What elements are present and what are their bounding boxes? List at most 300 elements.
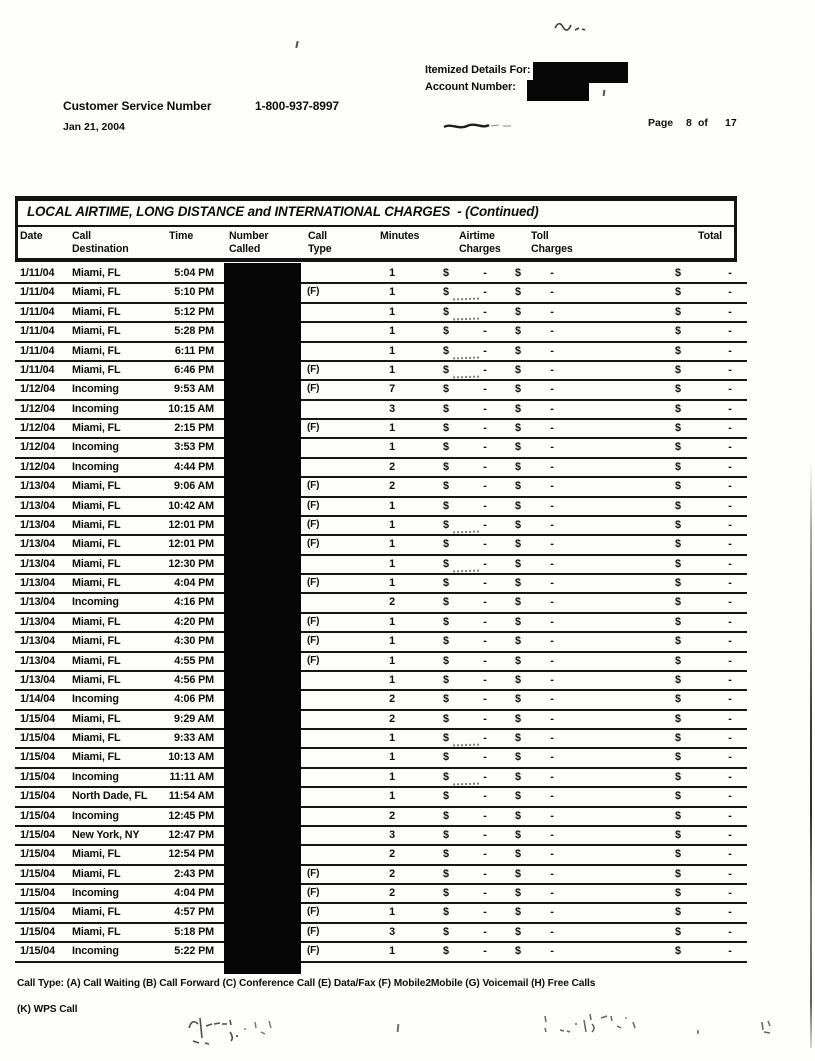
call-type-legend: Call Type: (A) Call Waiting (B) Call Forward (C) Conference Call (E) Data/Fax (F) Mobile2Mobile (G) Voicemail (H) Free Calls bbox=[17, 978, 596, 989]
scan-smudge bbox=[453, 293, 479, 301]
airtime-currency: $ bbox=[443, 305, 449, 318]
row-minutes: 1 bbox=[389, 305, 395, 318]
row-destination: Miami, FL bbox=[72, 325, 121, 338]
row-call-type: (F) bbox=[307, 363, 320, 375]
total-currency: $ bbox=[675, 809, 681, 822]
toll-amount: - bbox=[550, 383, 554, 396]
toll-amount: - bbox=[550, 828, 554, 841]
row-time: 9:06 AM bbox=[174, 480, 214, 493]
total-amount: - bbox=[728, 848, 732, 861]
scan-artifact-tick bbox=[295, 41, 298, 48]
toll-currency: $ bbox=[515, 828, 521, 841]
toll-amount: - bbox=[550, 286, 554, 299]
page-current: 8 bbox=[686, 117, 692, 129]
airtime-amount: - bbox=[483, 596, 487, 609]
table-row bbox=[15, 594, 747, 613]
airtime-currency: $ bbox=[443, 518, 449, 531]
scan-smudge bbox=[453, 351, 479, 359]
total-currency: $ bbox=[675, 848, 681, 861]
toll-currency: $ bbox=[515, 305, 521, 318]
total-currency: $ bbox=[675, 867, 681, 880]
airtime-currency: $ bbox=[443, 615, 449, 628]
customer-service-label: Customer Service Number bbox=[63, 99, 212, 113]
airtime-amount: - bbox=[483, 867, 487, 880]
airtime-amount: - bbox=[483, 712, 487, 725]
total-amount: - bbox=[728, 751, 732, 764]
total-amount: - bbox=[728, 422, 732, 434]
airtime-amount: - bbox=[483, 751, 487, 764]
total-amount: - bbox=[728, 383, 732, 396]
row-call-type: (F) bbox=[307, 925, 320, 937]
page-of-label: of bbox=[698, 117, 708, 129]
total-currency: $ bbox=[675, 383, 681, 396]
airtime-amount: - bbox=[483, 267, 487, 279]
row-date: 1/11/04 bbox=[20, 363, 55, 376]
row-minutes: 1 bbox=[389, 635, 395, 648]
table-row bbox=[15, 556, 747, 575]
table-row bbox=[15, 846, 747, 865]
table-row bbox=[15, 304, 747, 323]
total-currency: $ bbox=[675, 577, 681, 589]
total-currency: $ bbox=[675, 538, 681, 551]
airtime-amount: - bbox=[483, 654, 487, 667]
airtime-currency: $ bbox=[443, 635, 449, 648]
row-minutes: 1 bbox=[389, 790, 395, 803]
column-headers bbox=[18, 227, 734, 260]
airtime-amount: - bbox=[483, 557, 487, 570]
airtime-amount: - bbox=[483, 848, 487, 861]
row-destination: Miami, FL bbox=[72, 267, 121, 279]
total-currency: $ bbox=[675, 363, 681, 376]
row-destination: Incoming bbox=[72, 383, 119, 396]
row-call-type: (F) bbox=[307, 480, 320, 492]
row-minutes: 2 bbox=[389, 596, 395, 609]
airtime-amount: - bbox=[483, 828, 487, 841]
col-header-call-destination: Call Destination bbox=[72, 230, 129, 255]
toll-amount: - bbox=[550, 480, 554, 493]
row-destination: Miami, FL bbox=[72, 499, 121, 512]
col-header-toll-charges: Toll Charges bbox=[531, 230, 573, 255]
row-destination: Incoming bbox=[72, 460, 119, 473]
total-currency: $ bbox=[675, 557, 681, 570]
row-call-type: (F) bbox=[307, 945, 320, 957]
row-date: 1/15/04 bbox=[20, 790, 55, 803]
table-row bbox=[15, 904, 747, 923]
row-time: 4:04 PM bbox=[174, 577, 214, 589]
row-time: 4:55 PM bbox=[174, 654, 214, 667]
total-currency: $ bbox=[675, 906, 681, 919]
toll-amount: - bbox=[550, 770, 554, 783]
table-row bbox=[15, 866, 747, 885]
row-date: 1/15/04 bbox=[20, 867, 55, 880]
row-time: 10:13 AM bbox=[168, 751, 214, 764]
airtime-currency: $ bbox=[443, 460, 449, 473]
row-destination: Miami, FL bbox=[72, 925, 121, 938]
wps-call-note: (K) WPS Call bbox=[17, 1004, 78, 1015]
airtime-amount: - bbox=[483, 906, 487, 919]
row-destination: Miami, FL bbox=[72, 480, 121, 493]
airtime-amount: - bbox=[483, 732, 487, 744]
row-time: 12:01 PM bbox=[168, 538, 214, 551]
scan-artifact-squiggle bbox=[553, 19, 587, 33]
airtime-amount: - bbox=[483, 577, 487, 589]
row-minutes: 1 bbox=[389, 422, 395, 434]
toll-amount: - bbox=[550, 906, 554, 919]
page-label: Page bbox=[648, 117, 674, 129]
toll-currency: $ bbox=[515, 480, 521, 493]
row-time: 4:56 PM bbox=[174, 673, 214, 686]
airtime-currency: $ bbox=[443, 267, 449, 279]
total-amount: - bbox=[728, 480, 732, 493]
row-destination: Miami, FL bbox=[72, 538, 121, 551]
row-destination: Miami, FL bbox=[72, 422, 121, 434]
table-row bbox=[15, 265, 747, 284]
toll-currency: $ bbox=[515, 325, 521, 338]
toll-amount: - bbox=[550, 751, 554, 764]
airtime-amount: - bbox=[483, 422, 487, 434]
row-date: 1/11/04 bbox=[20, 344, 55, 357]
row-destination: Miami, FL bbox=[72, 363, 121, 376]
row-date: 1/11/04 bbox=[20, 325, 55, 338]
airtime-currency: $ bbox=[443, 286, 449, 299]
airtime-currency: $ bbox=[443, 441, 449, 454]
row-call-type: (F) bbox=[307, 615, 320, 627]
row-date: 1/12/04 bbox=[20, 460, 55, 473]
toll-amount: - bbox=[550, 402, 554, 415]
row-destination: Miami, FL bbox=[72, 848, 121, 861]
row-call-type: (F) bbox=[307, 654, 320, 666]
airtime-currency: $ bbox=[443, 654, 449, 667]
scan-artifact-tick bbox=[397, 1024, 399, 1032]
row-minutes: 7 bbox=[389, 383, 395, 396]
row-time: 5:12 PM bbox=[174, 305, 214, 318]
toll-amount: - bbox=[550, 518, 554, 531]
total-currency: $ bbox=[675, 712, 681, 725]
row-date: 1/15/04 bbox=[20, 828, 55, 841]
total-currency: $ bbox=[675, 770, 681, 783]
row-time: 5:18 PM bbox=[174, 925, 214, 938]
toll-currency: $ bbox=[515, 577, 521, 589]
row-destination: Incoming bbox=[72, 887, 119, 899]
total-currency: $ bbox=[675, 518, 681, 531]
total-currency: $ bbox=[675, 654, 681, 667]
row-destination: North Dade, FL bbox=[72, 790, 148, 803]
row-date: 1/12/04 bbox=[20, 422, 55, 434]
airtime-currency: $ bbox=[443, 867, 449, 880]
row-date: 1/13/04 bbox=[20, 673, 55, 686]
airtime-amount: - bbox=[483, 325, 487, 338]
row-minutes: 2 bbox=[389, 693, 395, 706]
row-minutes: 1 bbox=[389, 344, 395, 357]
toll-currency: $ bbox=[515, 654, 521, 667]
row-minutes: 2 bbox=[389, 460, 395, 473]
total-amount: - bbox=[728, 499, 732, 512]
row-minutes: 1 bbox=[389, 577, 395, 589]
row-time: 5:04 PM bbox=[174, 267, 214, 279]
row-date: 1/13/04 bbox=[20, 557, 55, 570]
table-row bbox=[15, 924, 747, 943]
row-date: 1/15/04 bbox=[20, 887, 55, 899]
total-amount: - bbox=[728, 305, 732, 318]
table-row bbox=[15, 381, 747, 400]
toll-currency: $ bbox=[515, 363, 521, 376]
airtime-currency: $ bbox=[443, 790, 449, 803]
row-minutes: 3 bbox=[389, 402, 395, 415]
airtime-amount: - bbox=[483, 363, 487, 376]
toll-amount: - bbox=[550, 925, 554, 938]
toll-amount: - bbox=[550, 945, 554, 958]
airtime-amount: - bbox=[483, 480, 487, 493]
total-amount: - bbox=[728, 887, 732, 899]
table-row bbox=[15, 691, 747, 710]
page-total: 17 bbox=[725, 117, 737, 129]
toll-currency: $ bbox=[515, 867, 521, 880]
toll-amount: - bbox=[550, 557, 554, 570]
airtime-currency: $ bbox=[443, 402, 449, 415]
row-date: 1/12/04 bbox=[20, 402, 55, 415]
total-amount: - bbox=[728, 325, 732, 338]
total-amount: - bbox=[728, 596, 732, 609]
row-minutes: 1 bbox=[389, 557, 395, 570]
airtime-currency: $ bbox=[443, 828, 449, 841]
table-row bbox=[15, 672, 747, 691]
row-destination: Miami, FL bbox=[72, 906, 121, 919]
row-call-type: (F) bbox=[307, 635, 320, 647]
redaction-box-account bbox=[527, 80, 589, 101]
total-amount: - bbox=[728, 867, 732, 880]
scan-artifact-cluster-left bbox=[183, 1012, 298, 1046]
scan-artifact-dot bbox=[697, 1030, 699, 1034]
total-amount: - bbox=[728, 906, 732, 919]
row-minutes: 2 bbox=[389, 480, 395, 493]
total-amount: - bbox=[728, 615, 732, 628]
row-date: 1/15/04 bbox=[20, 732, 55, 744]
toll-currency: $ bbox=[515, 887, 521, 899]
row-call-type: (F) bbox=[307, 538, 320, 550]
row-call-type: (F) bbox=[307, 499, 320, 511]
table-row bbox=[15, 478, 747, 497]
airtime-currency: $ bbox=[443, 751, 449, 764]
airtime-amount: - bbox=[483, 673, 487, 686]
row-minutes: 1 bbox=[389, 267, 395, 279]
toll-currency: $ bbox=[515, 441, 521, 454]
total-currency: $ bbox=[675, 305, 681, 318]
airtime-amount: - bbox=[483, 635, 487, 648]
row-minutes: 1 bbox=[389, 325, 395, 338]
row-destination: Miami, FL bbox=[72, 635, 121, 648]
total-amount: - bbox=[728, 286, 732, 299]
total-currency: $ bbox=[675, 673, 681, 686]
row-date: 1/15/04 bbox=[20, 848, 55, 861]
row-call-type: (F) bbox=[307, 577, 320, 588]
total-currency: $ bbox=[675, 925, 681, 938]
table-rows bbox=[15, 265, 747, 963]
total-amount: - bbox=[728, 344, 732, 357]
row-time: 4:44 PM bbox=[174, 460, 214, 473]
toll-currency: $ bbox=[515, 557, 521, 570]
row-time: 12:54 PM bbox=[168, 848, 214, 861]
airtime-amount: - bbox=[483, 615, 487, 628]
total-currency: $ bbox=[675, 460, 681, 473]
total-amount: - bbox=[728, 518, 732, 531]
toll-currency: $ bbox=[515, 499, 521, 512]
row-time: 5:22 PM bbox=[174, 945, 214, 958]
customer-service-number: 1-800-937-8997 bbox=[255, 99, 340, 113]
row-destination: Incoming bbox=[72, 809, 119, 822]
table-row bbox=[15, 653, 747, 672]
total-amount: - bbox=[728, 577, 732, 589]
row-minutes: 1 bbox=[389, 751, 395, 764]
toll-amount: - bbox=[550, 790, 554, 803]
table-row bbox=[15, 536, 747, 555]
row-date: 1/15/04 bbox=[20, 751, 55, 764]
total-currency: $ bbox=[675, 635, 681, 648]
total-currency: $ bbox=[675, 480, 681, 493]
toll-amount: - bbox=[550, 635, 554, 648]
airtime-amount: - bbox=[483, 538, 487, 551]
total-currency: $ bbox=[675, 751, 681, 764]
row-date: 1/11/04 bbox=[20, 267, 55, 279]
total-currency: $ bbox=[675, 732, 681, 744]
toll-amount: - bbox=[550, 809, 554, 822]
toll-amount: - bbox=[550, 577, 554, 589]
total-amount: - bbox=[728, 635, 732, 648]
total-currency: $ bbox=[675, 267, 681, 279]
scan-smudge bbox=[453, 525, 479, 533]
airtime-amount: - bbox=[483, 344, 487, 357]
row-minutes: 1 bbox=[389, 499, 395, 512]
row-destination: Miami, FL bbox=[72, 286, 121, 299]
airtime-amount: - bbox=[483, 518, 487, 531]
table-row bbox=[15, 827, 747, 846]
airtime-amount: - bbox=[483, 286, 487, 299]
row-minutes: 1 bbox=[389, 518, 395, 531]
airtime-currency: $ bbox=[443, 809, 449, 822]
airtime-currency: $ bbox=[443, 906, 449, 919]
row-destination: Miami, FL bbox=[72, 305, 121, 318]
table-row bbox=[15, 808, 747, 827]
row-destination: New York, NY bbox=[72, 828, 140, 841]
row-destination: Miami, FL bbox=[72, 344, 121, 357]
row-minutes: 3 bbox=[389, 925, 395, 938]
toll-currency: $ bbox=[515, 770, 521, 783]
row-minutes: 1 bbox=[389, 441, 395, 454]
toll-amount: - bbox=[550, 267, 554, 279]
toll-amount: - bbox=[550, 538, 554, 551]
row-time: 10:15 AM bbox=[168, 402, 214, 415]
toll-amount: - bbox=[550, 732, 554, 744]
row-time: 4:57 PM bbox=[174, 906, 214, 919]
row-date: 1/13/04 bbox=[20, 635, 55, 648]
account-number-label: Account Number: bbox=[425, 81, 516, 93]
airtime-currency: $ bbox=[443, 325, 449, 338]
col-header-call-type: Call Type bbox=[308, 230, 332, 255]
toll-amount: - bbox=[550, 848, 554, 861]
row-time: 6:11 PM bbox=[174, 344, 214, 357]
row-destination: Miami, FL bbox=[72, 654, 121, 667]
airtime-amount: - bbox=[483, 925, 487, 938]
row-call-type: (F) bbox=[307, 867, 320, 879]
total-currency: $ bbox=[675, 693, 681, 706]
table-row bbox=[15, 769, 747, 788]
airtime-amount: - bbox=[483, 770, 487, 783]
airtime-currency: $ bbox=[443, 925, 449, 938]
total-currency: $ bbox=[675, 945, 681, 958]
toll-currency: $ bbox=[515, 945, 521, 958]
table-row bbox=[15, 749, 747, 768]
row-minutes: 2 bbox=[389, 712, 395, 725]
total-amount: - bbox=[728, 654, 732, 667]
row-date: 1/13/04 bbox=[20, 654, 55, 667]
total-amount: - bbox=[728, 712, 732, 725]
row-time: 4:04 PM bbox=[174, 887, 214, 899]
table-row bbox=[15, 439, 747, 458]
scan-artifact-cluster-mid bbox=[540, 1010, 675, 1042]
toll-currency: $ bbox=[515, 635, 521, 648]
row-minutes: 2 bbox=[389, 809, 395, 822]
airtime-currency: $ bbox=[443, 538, 449, 551]
row-minutes: 1 bbox=[389, 770, 395, 783]
row-destination: Miami, FL bbox=[72, 577, 121, 589]
row-date: 1/15/04 bbox=[20, 925, 55, 938]
toll-currency: $ bbox=[515, 286, 521, 299]
toll-currency: $ bbox=[515, 538, 521, 551]
row-destination: Incoming bbox=[72, 596, 119, 609]
total-amount: - bbox=[728, 402, 732, 415]
row-minutes: 2 bbox=[389, 848, 395, 861]
row-minutes: 3 bbox=[389, 828, 395, 841]
row-time: 9:29 AM bbox=[174, 712, 214, 725]
total-amount: - bbox=[728, 460, 732, 473]
total-amount: - bbox=[728, 267, 732, 279]
airtime-currency: $ bbox=[443, 383, 449, 396]
row-destination: Miami, FL bbox=[72, 673, 121, 686]
total-amount: - bbox=[728, 441, 732, 454]
col-header-date: Date bbox=[20, 230, 43, 242]
toll-currency: $ bbox=[515, 422, 521, 434]
row-time: 11:11 AM bbox=[169, 770, 214, 783]
col-header-total: Total bbox=[698, 230, 723, 242]
row-time: 9:33 AM bbox=[174, 732, 214, 744]
scan-artifact-cluster-right bbox=[758, 1018, 784, 1038]
total-amount: - bbox=[728, 770, 732, 783]
airtime-currency: $ bbox=[443, 887, 449, 899]
toll-currency: $ bbox=[515, 809, 521, 822]
total-currency: $ bbox=[675, 344, 681, 357]
row-destination: Miami, FL bbox=[72, 518, 121, 531]
toll-amount: - bbox=[550, 363, 554, 376]
itemized-details-label: Itemized Details For: bbox=[425, 64, 531, 76]
table-row bbox=[15, 343, 747, 362]
airtime-amount: - bbox=[483, 887, 487, 899]
row-date: 1/13/04 bbox=[20, 596, 55, 609]
row-date: 1/13/04 bbox=[20, 499, 55, 512]
row-destination: Miami, FL bbox=[72, 867, 121, 880]
toll-amount: - bbox=[550, 673, 554, 686]
table-row bbox=[15, 943, 747, 962]
row-date: 1/13/04 bbox=[20, 518, 55, 531]
row-date: 1/13/04 bbox=[20, 577, 55, 589]
toll-currency: $ bbox=[515, 693, 521, 706]
toll-currency: $ bbox=[515, 460, 521, 473]
row-date: 1/13/04 bbox=[20, 538, 55, 551]
table-row bbox=[15, 284, 747, 303]
airtime-currency: $ bbox=[443, 577, 449, 589]
table-row bbox=[15, 401, 747, 420]
table-header-box bbox=[15, 196, 737, 262]
toll-amount: - bbox=[550, 422, 554, 434]
airtime-currency: $ bbox=[443, 693, 449, 706]
